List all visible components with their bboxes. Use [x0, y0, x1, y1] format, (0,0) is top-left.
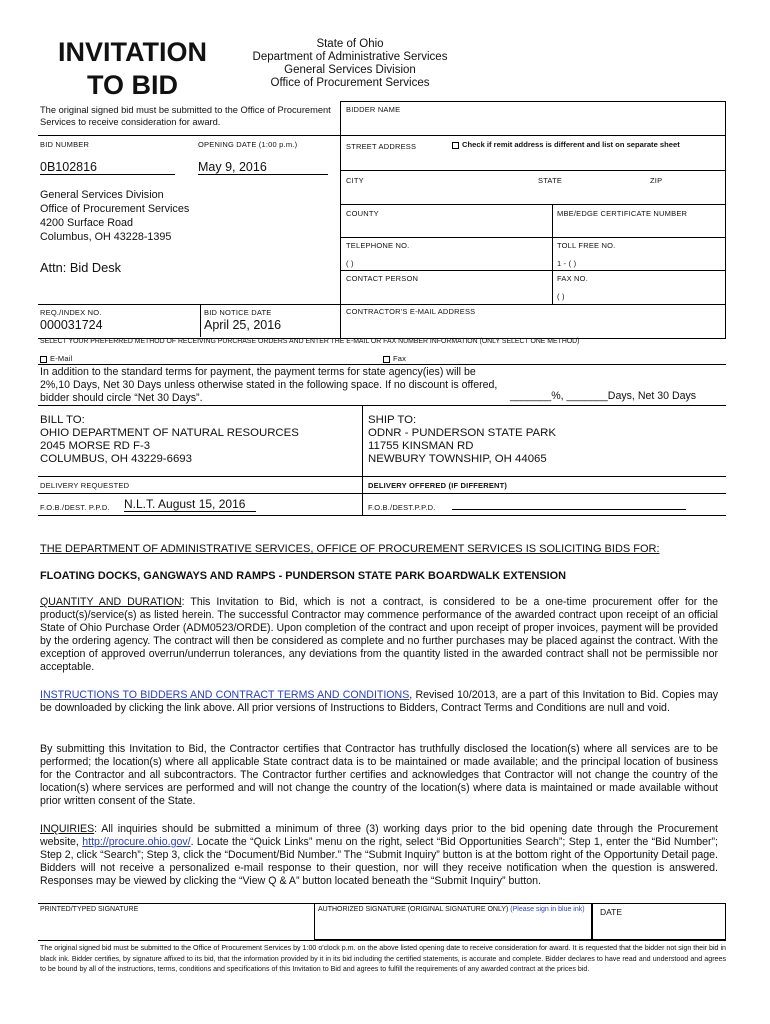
fax-option-label: Fax — [393, 354, 407, 363]
remit-checkbox-label: Check if remit address is different and list on separate sheet — [462, 140, 680, 149]
ship-to-line: 11755 KINSMAN RD — [368, 440, 474, 452]
quantity-duration-paragraph — [40, 596, 718, 674]
contact-person-label: CONTACT PERSON — [346, 274, 419, 283]
bill-to-line: 2045 MORSE RD F-3 — [40, 440, 151, 452]
bid-notice-date-label: BID NOTICE DATE — [204, 308, 272, 317]
authorized-signature-label — [318, 906, 585, 913]
method-instruction: SELECT YOUR PREFERRED METHOD OF RECEIVING PURCHASE ORDERS AND ENTER THE E-MAIL OR FAX NUMBER INFORMATION (ONLY SELECT ONE METHOD) — [40, 338, 580, 345]
fob-right-field[interactable] — [452, 500, 686, 510]
method-fax-option[interactable] — [383, 354, 406, 363]
footer-disclaimer: The original signed bid must be submitted to the Office of Procurement Services by 1:00 o'clock p.m. on the above listed opening date to receive consideration for award. It is requested that the bidder not sign their bid in black ink. Bidder certifies, by signature affixed to its bid, that the information provided by it in its bid including the certified statements, is accurate and complete. Bidder declares to have read and understood and agrees to be bound by all of the instructions, terms, conditions and specifications of this Invitation to Bid and agrees to fulfill the requirements of any awarded contract at the prices bid. — [40, 944, 726, 973]
inquiries-text-continued: . Locate the “Quick Links” menu on the right, select “Bid Opportunities Search”; Step 1, enter the “Bid Number”; Step 2, click “Search”; Step 3, click the “Document/Bid Number.” The “Submit Inquiry” button is at the bottom right of the Opportunity Detail page. Bidders will not receive a personalized e-mail response to their question, nor will they receive notification when the question is answered. Responses may be viewed by clicking the “View Q & A” button located beneath the “Submit Inquiry” button. — [40, 836, 719, 887]
street-address-label: STREET ADDRESS — [346, 142, 417, 151]
project-title: FLOATING DOCKS, GANGWAYS AND RAMPS - PUNDERSON STATE PARK BOARDWALK EXTENSION — [40, 570, 566, 582]
agency-line: Department of Administrative Services — [252, 51, 448, 63]
address-line: Columbus, OH 43228-1395 — [40, 231, 172, 243]
bill-to-block — [40, 414, 299, 466]
ship-to-line: NEWBURY TOWNSHIP, OH 44065 — [368, 453, 547, 465]
req-index-label: REQ./INDEX NO. — [40, 308, 102, 317]
instructions-paragraph — [40, 689, 718, 715]
bill-to-line: COLUMBUS, OH 43229-6693 — [40, 453, 192, 465]
mbe-label: MBE/EDGE CERTIFICATE NUMBER — [557, 209, 688, 218]
payment-terms-text: In addition to the standard terms for payment, the payment terms for state agency(ies) will be 2%,10 Days, Net 30 Days unless otherwise stated in the following space. If no discount is offered, bidder should circle “Net 30 Days”. — [40, 366, 498, 404]
certification-paragraph: By submitting this Invitation to Bid, the Contractor certifies that Contractor has truthfully disclosed the location(s) where all services are to be performed; the location(s) where all applicable State contract data is to be maintained or made available; and the principal location of business for the Contractor and all subcontractors. The Contractor further certifies and acknowledges that Contractor will not change the country of the location(s) where services are performed and will not change the country of the location(s) where data is maintained or made available without prior written consent of the State. — [40, 743, 718, 807]
inquiries-text: : All inquiries should be submitted a minimum of three (3) working days prior to the bid opening date through the Procurement website, — [40, 823, 718, 848]
address-line: 4200 Surface Road — [40, 217, 134, 229]
authorized-signature-text: AUTHORIZED SIGNATURE (ORIGINAL SIGNATURE ONLY) — [318, 906, 509, 913]
title-line2: TO BID — [86, 70, 178, 100]
address-block — [40, 188, 189, 244]
method-email-option[interactable] — [40, 354, 72, 363]
county-label: COUNTY — [346, 209, 379, 218]
agency-block — [235, 38, 465, 90]
agency-line: State of Ohio — [316, 38, 384, 50]
remit-checkbox[interactable] — [452, 142, 459, 149]
bidder-name-field[interactable] — [341, 114, 725, 134]
quantity-duration-heading: QUANTITY AND DURATION — [40, 596, 182, 608]
city-label: CITY — [346, 176, 364, 185]
payment-terms-fill[interactable]: _______%, _______Days, Net 30 Days — [510, 390, 697, 402]
fax-format[interactable]: ( ) — [557, 292, 565, 301]
req-index-number: 000031724 — [40, 318, 103, 332]
fax-label: FAX NO. — [557, 274, 588, 283]
telephone-format[interactable]: ( ) — [346, 259, 354, 268]
toll-free-label: TOLL FREE NO. — [557, 241, 616, 250]
printed-signature-label: PRINTED/TYPED SIGNATURE — [40, 906, 139, 913]
address-line: General Services Division — [40, 189, 164, 201]
remit-checkbox-row[interactable] — [452, 140, 680, 149]
fob-right-label: F.O.B./DEST.P.P.D. — [368, 503, 436, 512]
email-option-label: E-Mail — [50, 354, 73, 363]
date-label: DATE — [600, 907, 623, 917]
email-label: CONTRACTOR'S E-MAIL ADDRESS — [346, 307, 476, 316]
fob-left-value: N.L.T. August 15, 2016 — [124, 497, 256, 512]
delivery-requested-label: DELIVERY REQUESTED — [40, 481, 130, 490]
ship-to-line: ODNR - PUNDERSON STATE PARK — [368, 427, 556, 439]
bill-to-line: BILL TO: — [40, 414, 85, 426]
bidder-name-label: BIDDER NAME — [346, 105, 401, 114]
state-label: STATE — [538, 176, 563, 185]
agency-line: General Services Division — [284, 64, 416, 76]
telephone-label: TELEPHONE NO. — [346, 241, 410, 250]
opening-date: May 9, 2016 — [198, 160, 328, 175]
blue-ink-note: (Please sign in blue ink) — [510, 906, 585, 913]
zip-label: ZIP — [650, 176, 663, 185]
email-field[interactable] — [341, 316, 725, 338]
quantity-duration-text: : This Invitation to Bid, which is not a contract, is considered to be a one-time procurement offer for the product(s)/service(s) as listed herein. The successful Contractor may commence performance of the awarded contract upon receipt of an official State of Ohio Purchase Order (ADM0523/ORDE). Upon completion of the contract and upon receipt of proper invoices, payment will be provided by the ordering agency. The contract will then be considered as complete and no further purchases may be placed against the contract. With the exception of approved overrun/underrun tolerances, any deviations from the quantity listed in the awarded contract shall not be permissible nor acceptable. — [40, 596, 718, 673]
bid-number-label: BID NUMBER — [40, 140, 90, 149]
instructions-link[interactable]: INSTRUCTIONS TO BIDDERS AND CONTRACT TERMS AND CONDITIONS — [40, 689, 410, 701]
ship-to-block — [368, 414, 556, 466]
bid-notice-date: April 25, 2016 — [204, 318, 282, 332]
opening-date-label: OPENING DATE (1:00 p.m.) — [198, 140, 298, 149]
agency-line: Office of Procurement Services — [270, 77, 430, 89]
attn-line: Attn: Bid Desk — [40, 260, 122, 275]
submission-note: The original signed bid must be submitted to the Office of Procurement Services to receive consideration for award. — [40, 105, 331, 127]
bill-to-line: OHIO DEPARTMENT OF NATURAL RESOURCES — [40, 427, 299, 439]
instructions-text: , Revised 10/2013, are a part of this Invitation to Bid. Copies may be downloaded by clicking the link above. All prior versions of Instructions to Bidders, Contract Terms and Conditions are null and void. — [40, 689, 719, 714]
toll-free-format[interactable]: 1 - ( ) — [557, 259, 577, 268]
printed-signature-field[interactable] — [38, 914, 313, 938]
inquiries-heading: INQUIRIES — [40, 823, 95, 835]
address-line: Office of Procurement Services — [40, 203, 190, 215]
ship-to-line: SHIP TO: — [368, 414, 417, 426]
email-checkbox[interactable] — [40, 356, 47, 363]
delivery-offered-label: DELIVERY OFFERED (IF DIFFERENT) — [368, 481, 508, 490]
form-title — [40, 36, 225, 102]
inquiries-paragraph — [40, 823, 718, 888]
title-line1: INVITATION — [58, 37, 207, 67]
procurement-website-link[interactable]: http://procure.ohio.gov/ — [82, 836, 191, 848]
fax-checkbox[interactable] — [383, 356, 390, 363]
soliciting-heading: THE DEPARTMENT OF ADMINISTRATIVE SERVICES, OFFICE OF PROCUREMENT SERVICES IS SOLICITING BIDS FOR: — [40, 543, 660, 555]
bid-number: 0B102816 — [40, 160, 175, 175]
fob-left-label: F.O.B./DEST. P.P.D. — [40, 503, 110, 512]
